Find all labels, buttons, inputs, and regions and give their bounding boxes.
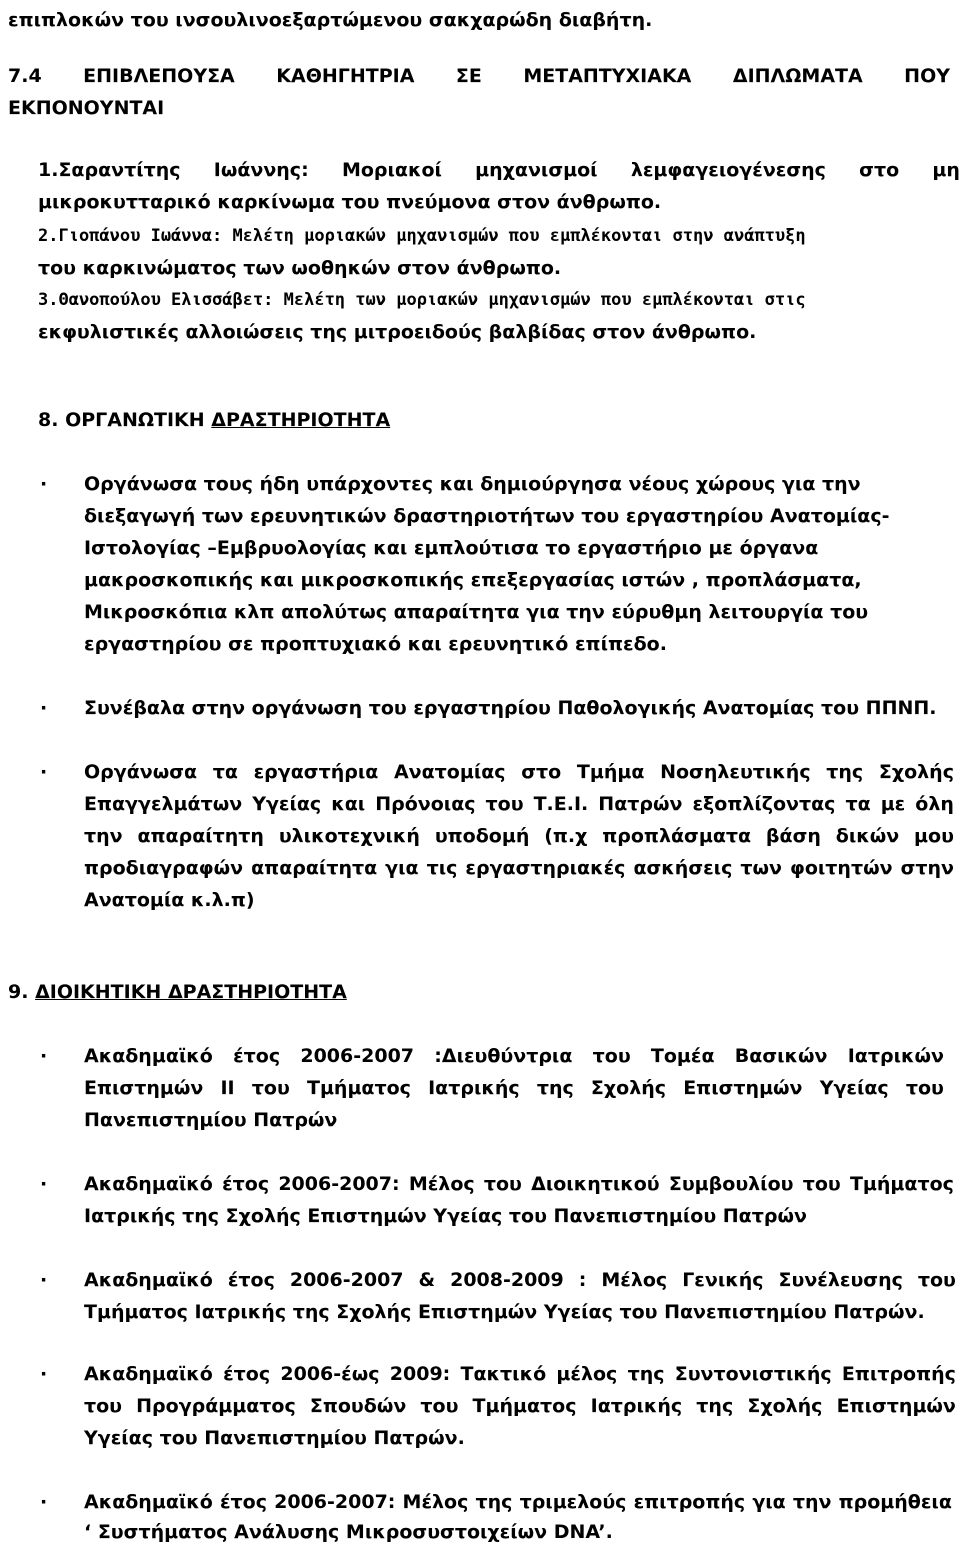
word: της [627,1363,665,1385]
admin-item-4-line-1 [84,1362,956,1386]
word: τριμελούς [519,1491,627,1513]
word: υλικοτεχνική [278,825,420,847]
word: έτος [223,1363,271,1385]
word: 2006-2007 [289,1269,404,1291]
bullet: · [40,473,48,495]
word: τα [212,761,238,783]
word: 2006-2007: [278,1173,400,1195]
admin-item-1-line-1 [84,1044,944,1068]
word: Υγείας [252,793,322,815]
heading-underlined: ΔΡΑΣΤΗΡΙΟΤΗΤΑ [211,409,391,431]
paragraph-line: Συνέβαλα στην οργάνωση του εργαστηρίου Παθολογικής Ανατομίας του ΠΠΝΠ. [84,697,937,719]
word: και [331,793,366,815]
admin-item-1-line-3: Πανεπιστημίου Πατρών [84,1109,338,1131]
word: εργαστηριακές [465,857,626,879]
admin-item-3-line-1 [84,1268,956,1292]
section-number: 8. [38,409,59,431]
word: Επιστημών [683,1077,803,1099]
bullet: · [40,1173,48,1195]
paragraph-line [84,824,954,848]
word: Υγείας [819,1077,889,1099]
section-7-4-heading-cont: ΕΚΠΟΝΟΥΝΤΑΙ [8,97,165,119]
word: για [752,1491,786,1513]
word: της [475,1491,513,1513]
word: Σχολής [590,1077,667,1099]
admin-item-4-line-3: Υγείας του Πανεπιστημίου Πατρών. [84,1427,465,1449]
word: 2009: [389,1363,451,1385]
word: της [826,761,864,783]
thesis-item-3-line-1: 3.Θανοπούλου Ελισσάβετ: Μελέτη των μοριακών μηχανισμών που εμπλέκονται στις [38,290,806,310]
bullet: · [40,1045,48,1067]
heading-word: ΜΕΤΑΠΤΥΧΙΑΚΑ [523,65,692,87]
word: για [385,857,419,879]
paragraph-line [84,856,954,880]
word: 2008-2009 [450,1269,564,1291]
word: Τμήματος [472,1395,577,1417]
word: Επαγγελμάτων [84,793,243,815]
word: στο [521,761,562,783]
admin-item-3-line-2: Τμήματος Ιατρικής της Σχολής Επιστημών Υγείας του Πανεπιστημίου Πατρών. [84,1301,925,1323]
word: Τακτικό [460,1363,547,1385]
paragraph-line: Μικροσκόπια κλπ απολύτως απαραίτητα για την εύρυθμη λειτουργία του [84,601,869,623]
word: του [251,1077,290,1099]
word: Ανατομίας [393,761,506,783]
word: την [84,825,123,847]
paragraph-line: εργαστηρίου σε προπτυχιακό και ερευνητικό επίπεδο. [84,633,667,655]
word: έτος [222,1173,270,1195]
word: Βασικών [734,1045,828,1067]
word: Ακαδημαϊκό [84,1363,213,1385]
word: του [917,1269,956,1291]
word: της [536,1077,574,1099]
word: Ακαδημαϊκό [84,1491,213,1513]
word: του [802,1173,841,1195]
word: απαραίτητη [137,825,264,847]
word: Ακαδημαϊκό [84,1173,213,1195]
word: του [483,1173,522,1195]
word: Τμήματος [306,1077,411,1099]
word: λεμφαγειογένεσης [630,159,826,181]
bullet: · [40,697,48,719]
word: Επιτροπής [841,1363,956,1385]
word: έτος [219,1491,267,1513]
paragraph-line: διεξαγωγή των ερευνητικών δραστηριοτήτων του εργαστηρίου Ανατομίας- [84,505,890,527]
section-9-heading [8,980,347,1004]
bullet: · [40,1269,48,1291]
word: : [578,1269,587,1291]
paragraph-line [84,760,954,784]
word: του [485,793,524,815]
word: Τ.Ε.Ι. [533,793,589,815]
word: Οργάνωσα [84,761,198,783]
word: Τομέα [650,1045,715,1067]
word: 2006-2007: [274,1491,396,1513]
word: επιτροπής [633,1491,746,1513]
word: Ακαδημαϊκό [84,1045,213,1067]
word: τα [845,793,871,815]
word: την [792,1491,832,1513]
word: προδιαγραφών [84,857,244,879]
word: Πατρών [598,793,683,815]
word: στο [859,159,900,181]
admin-item-1-line-2 [84,1076,944,1100]
word: Μέλος [402,1491,469,1513]
word: Ιατρικής [428,1077,520,1099]
section-8-heading [38,408,390,432]
paragraph-line [84,792,954,816]
thesis-item-1-line-2: μικροκυτταρικό καρκίνωμα του πνεύμονα στον άνθρωπο. [38,191,662,213]
bullet: · [40,761,48,783]
section-7-4-heading [8,64,950,88]
word: εξοπλίζοντας [692,793,836,815]
word: Συμβουλίου [668,1173,794,1195]
heading-word: 7.4 [8,65,42,87]
admin-item-2-line-2: Ιατρικής της Σχολής Επιστημών Υγείας του Πανεπιστημίου Πατρών [84,1205,807,1227]
word: μέλος [556,1363,618,1385]
section-number: 9. [8,981,36,1003]
thesis-item-1-line-1 [38,158,960,182]
word: Επιστημών [836,1395,956,1417]
word: :Διευθύντρια [434,1045,573,1067]
word: όλη [915,793,954,815]
word: με [880,793,906,815]
word: Τμήματος [849,1173,954,1195]
word: Ιατρικών [847,1045,944,1067]
word: μη [932,159,960,181]
heading-word: ΠΟΥ [904,65,950,87]
word: μου [914,825,954,847]
bullet: · [40,1363,48,1385]
paragraph-line: Ανατομία κ.λ.π) [84,889,255,911]
bullet: · [40,1491,48,1513]
paragraph-line: Ιστολογίας –Εμβρυολογίας και εμπλούτισα το εργαστήριο με όργανα [84,537,819,559]
word: του [905,1077,944,1099]
word: ασκήσεις [633,857,733,879]
word: δικών [835,825,900,847]
thesis-item-2-line-1: 2.Γιοπάνου Ιωάννα: Μελέτη μοριακών μηχανισμών που εμπλέκονται στην ανάπτυξη [38,226,806,246]
word: Σχολής [878,761,954,783]
heading-underlined: ΔΙΟΙΚΗΤΙΚΗ ΔΡΑΣΤΗΡΙΟΤΗΤΑ [35,981,347,1003]
word: στην [900,857,954,879]
word: του [420,1395,459,1417]
thesis-item-3-line-2: εκφυλιστικές αλλοιώσεις της μιτροειδούς βαλβίδας στον άνθρωπο. [38,321,757,343]
word: ΙΙ [220,1077,235,1099]
word: Ακαδημαϊκό [84,1269,213,1291]
paragraph-line: Οργάνωσα τους ήδη υπάρχοντες και δημιούργησα νέους χώρους για την [84,473,861,495]
word: (π.χ [544,825,588,847]
word: Πρόνοιας [375,793,476,815]
word: 2006-έως [280,1363,380,1385]
word: 2006-2007 [300,1045,415,1067]
word: εργαστήρια [253,761,379,783]
word: Ιατρικής [590,1395,683,1417]
word: προπλάσματα [602,825,752,847]
word: & [418,1269,436,1291]
word: έτος [227,1269,275,1291]
word: τις [426,857,458,879]
word: της [696,1395,734,1417]
word: Τμήμα [576,761,645,783]
word: μηχανισμοί [475,159,598,181]
admin-item-5-line-2: ‘ Συστήματος Ανάλυσης Μικροσυστοιχείων DNA’. [84,1521,613,1543]
word: Ιωάννης: [213,159,309,181]
admin-item-2-line-1 [84,1172,954,1196]
heading-word: ΚΑΘΗΓΗΤΡΙΑ [276,65,415,87]
heading-text: ΟΡΓΑΝΩΤΙΚΗ [65,409,212,431]
word: βάση [765,825,821,847]
word: Σχολής [747,1395,823,1417]
word: του [592,1045,631,1067]
admin-item-5-line-1 [84,1490,952,1514]
word: Σπουδών [309,1395,407,1417]
word: Γενικής [682,1269,764,1291]
word: Μοριακοί [341,159,442,181]
word: απαραίτητα [251,857,378,879]
heading-word: ΔΙΠΛΩΜΑΤΑ [732,65,863,87]
word: φοιτητών [789,857,893,879]
word: Επιστημών [84,1077,204,1099]
word: έτος [233,1045,281,1067]
word: του [84,1395,123,1417]
word: Συνέλευσης [778,1269,903,1291]
word: Προγράμματος [136,1395,296,1417]
word: Μέλος [408,1173,475,1195]
heading-word: ΣΕ [455,65,482,87]
word: υποδομή [434,825,530,847]
word: Νοσηλευτικής [660,761,811,783]
thesis-item-2-line-2: του καρκινώματος των ωοθηκών στον άνθρωπο. [38,257,562,279]
paragraph-line: μακροσκοπικής και μικροσκοπικής επεξεργασίας ιστών , προπλάσματα, [84,569,862,591]
word: των [740,857,782,879]
top-line: επιπλοκών του ινσουλινοεξαρτώμενου σακχαρώδη διαβήτη. [8,9,653,31]
word: Συντονιστικής [674,1363,832,1385]
word: 1.Σαραντίτης [38,159,181,181]
word: Διοικητικού [531,1173,660,1195]
word: προμήθεια [838,1491,952,1513]
heading-word: ΕΠΙΒΛΕΠΟΥΣΑ [83,65,235,87]
admin-item-4-line-2 [84,1394,956,1418]
word: Μέλος [601,1269,668,1291]
